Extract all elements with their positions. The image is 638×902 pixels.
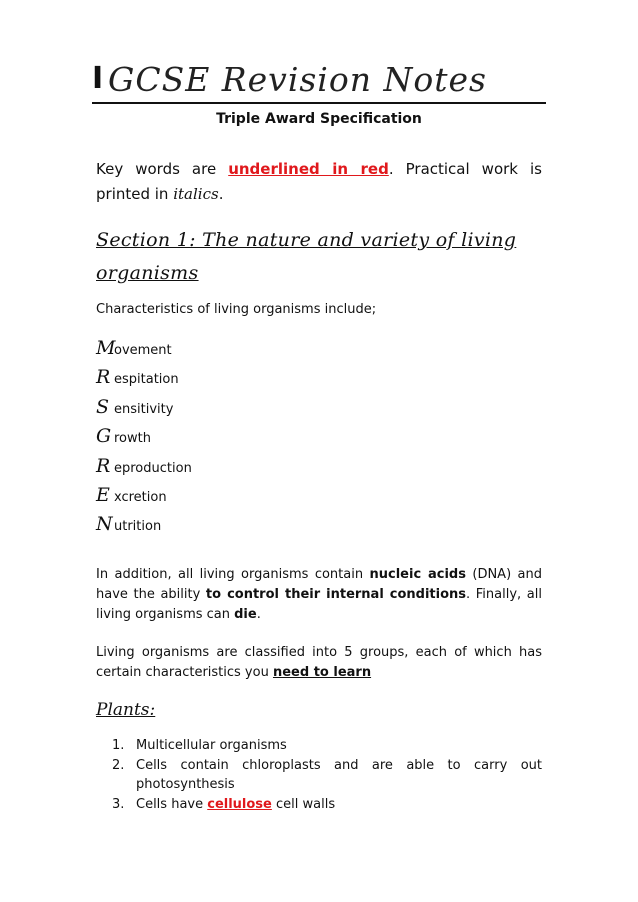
list-item <box>96 337 192 366</box>
subtitle: Triple Award Specification <box>216 111 422 127</box>
item-number: 2. <box>112 757 125 773</box>
initial-letter: M <box>96 337 116 359</box>
item-text: ovement <box>114 343 172 358</box>
p1-bold-die: die <box>234 607 257 622</box>
list-item <box>96 396 192 425</box>
paragraph-classification <box>96 643 542 683</box>
item-text: espitation <box>114 372 179 388</box>
characteristics-intro: Characteristics of living organisms include; <box>96 302 377 317</box>
intro-text-3: . <box>218 185 224 203</box>
item-text <box>136 736 542 756</box>
p2-text-a: Living organisms are classified into 5 groups, each of which has certain characteristics you <box>96 645 542 680</box>
p1-bold-nucleic: nucleic acids <box>369 567 466 582</box>
initial-letter: E <box>96 483 110 506</box>
item-text: xcretion <box>114 489 167 505</box>
plants-list <box>112 736 542 814</box>
list-item <box>96 484 192 513</box>
item-text: ensitivity <box>114 401 174 417</box>
initial-letter: R <box>96 454 111 477</box>
intro-text-1: Key words are <box>96 160 229 178</box>
plants-heading: Plants: <box>96 700 156 720</box>
item-text-a: Multicellular organisms <box>136 738 287 753</box>
intro-paragraph <box>96 157 542 207</box>
p1-bold-control: to control their internal conditions <box>205 587 467 602</box>
title-text: GCSE Revision Notes <box>108 60 487 99</box>
paragraph-additional <box>96 565 542 625</box>
list-item <box>112 795 542 815</box>
intro-text-2: . Practical work is printed in <box>96 160 542 203</box>
list-item <box>96 366 192 395</box>
list-item <box>112 736 542 756</box>
item-number: 3. <box>112 796 125 812</box>
p1-text-g: . <box>256 607 261 622</box>
initial-letter: G <box>96 425 112 448</box>
p1-text-e: . Finally, all living organisms can <box>96 587 542 622</box>
list-item <box>96 513 192 542</box>
item-text <box>136 756 542 795</box>
p1-text-a: In addition, all living organisms contain <box>96 567 370 582</box>
initial-letter: N <box>96 513 113 536</box>
item-text <box>136 795 542 815</box>
title-initial: I <box>92 61 104 96</box>
p1-text-c: (DNA) and have the ability <box>96 567 543 602</box>
item-text-a: Cells contain chloroplasts and are able to carry out photosynthesis <box>136 757 542 792</box>
need-to-learn: need to learn <box>272 665 372 680</box>
item-text-b: cell walls <box>271 796 336 812</box>
item-text: utrition <box>114 519 162 535</box>
red-keyword-example: underlined in red <box>228 160 389 178</box>
initial-letter: R <box>96 366 111 389</box>
page-title <box>92 58 546 104</box>
list-item <box>96 425 192 454</box>
item-text: eproduction <box>114 460 192 476</box>
list-item <box>96 455 192 484</box>
item-text: rowth <box>114 431 151 447</box>
item-number: 1. <box>112 738 125 753</box>
item-text-a: Cells have <box>136 796 208 812</box>
red-keyword-cellulose: cellulose <box>207 796 272 812</box>
italics-example: italics <box>173 185 219 203</box>
list-item <box>112 756 542 795</box>
mrs-gren-list <box>96 337 192 543</box>
initial-letter: S <box>96 395 110 418</box>
section-heading: Section 1: The nature and variety of living organisms <box>96 229 517 284</box>
